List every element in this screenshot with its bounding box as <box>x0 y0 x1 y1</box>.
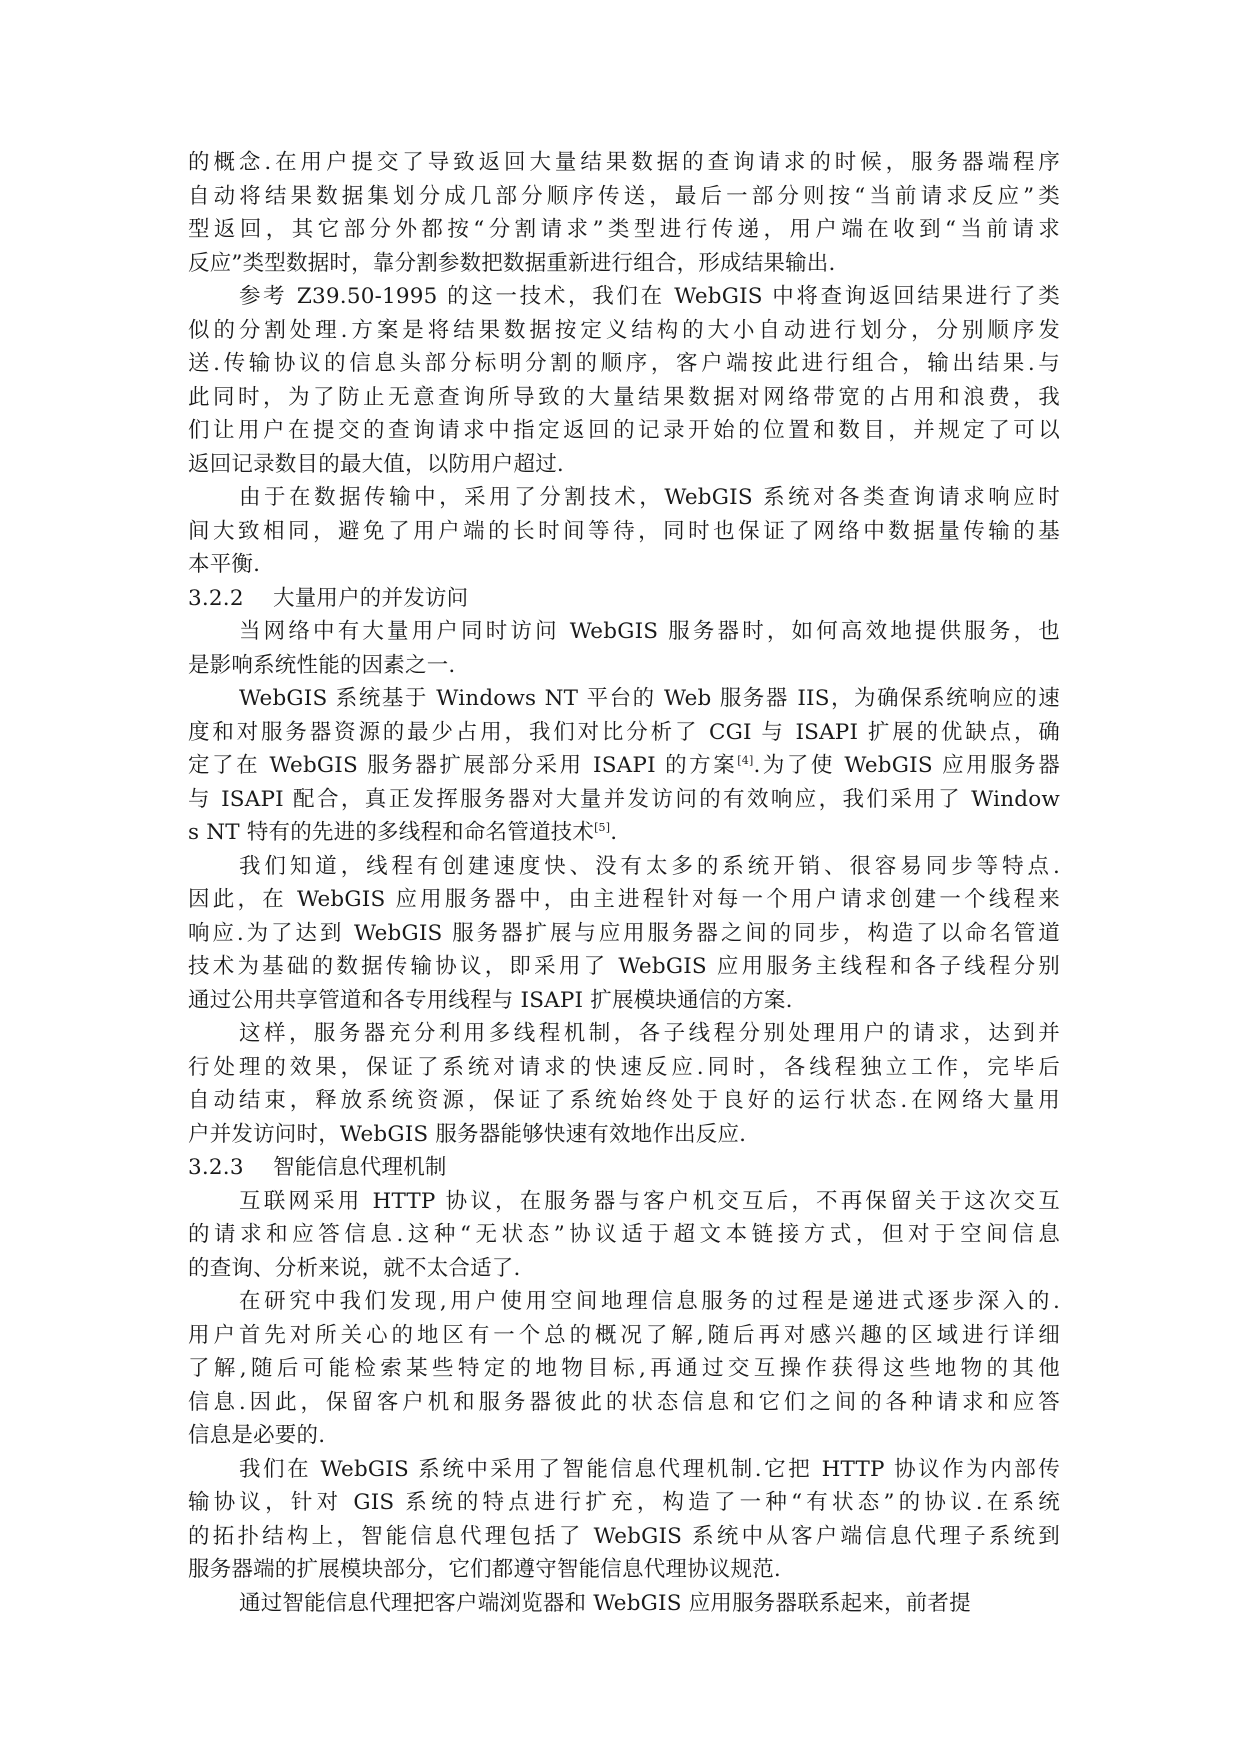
line-text: 户并发访问时，WebGIS 服务器能够快速有效地作出反应. <box>188 1121 747 1147</box>
text-line <box>188 783 1060 817</box>
line-text-after-citation: .为了使 WebGIS 应用服务器 <box>753 753 1060 778</box>
text-line <box>188 649 1060 683</box>
text-line <box>188 816 1060 850</box>
line-text: 此同时，为了防止无意查询所导致的大量结果数据对网络带宽的占用和浪费，我 <box>188 384 1060 410</box>
paragraph <box>188 1017 1060 1151</box>
text-line <box>188 448 1060 482</box>
paragraph <box>188 481 1060 582</box>
text-line <box>188 1285 1060 1319</box>
paragraph <box>188 1285 1060 1453</box>
text-line <box>188 1419 1060 1453</box>
text-line <box>188 716 1060 750</box>
text-line <box>188 1218 1060 1252</box>
citation-ref[interactable]: [4] <box>737 753 754 767</box>
line-text: 返回记录数目的最大值，以防用户超过. <box>188 451 564 477</box>
line-text: 行处理的效果，保证了系统对请求的快速反应.同时，各线程独立工作，完毕后 <box>188 1054 1060 1080</box>
line-text: 通过公用共享管道和各专用线程与 ISAPI 扩展模块通信的方案. <box>188 987 793 1013</box>
text-line <box>188 414 1060 448</box>
line-text: 的概念.在用户提交了导致返回大量结果数据的查询请求的时候，服务器端程序 <box>188 150 1060 175</box>
line-text-after-citation: . <box>610 820 618 845</box>
text-line <box>188 1319 1060 1353</box>
text-line <box>188 548 1060 582</box>
text-line <box>188 247 1060 281</box>
line-text: 信息是必要的. <box>188 1423 326 1448</box>
line-text: WebGIS 系统基于 Windows NT 平台的 Web 服务器 IIS，为确保系统响应的速 <box>239 686 1060 711</box>
line-text: 自动结束，释放系统资源，保证了系统始终处于良好的运行状态.在网络大量用 <box>188 1088 1060 1113</box>
line-text: 我们在 WebGIS 系统中采用了智能信息代理机制.它把 HTTP 协议作为内部传 <box>239 1456 1060 1482</box>
line-text: s NT 特有的先进的多线程和命名管道技术 <box>188 820 595 845</box>
line-text: 输协议，针对 GIS 系统的特点进行扩充，构造了一种“有状态”的协议.在系统 <box>188 1490 1060 1515</box>
line-text: 这样，服务器充分利用多线程机制，各子线程分别处理用户的请求，达到并 <box>239 1021 1060 1046</box>
line-text: 与 ISAPI 配合，真正发挥服务器对大量并发访问的有效响应，我们采用了 Window <box>188 786 1060 812</box>
paragraph <box>188 1185 1060 1286</box>
text-line <box>188 917 1060 951</box>
text-line <box>188 1486 1060 1520</box>
text-line <box>188 615 1060 649</box>
text-line <box>188 1453 1060 1487</box>
text-line <box>188 1553 1060 1587</box>
line-text: 反应”类型数据时，靠分割参数把数据重新进行组合，形成结果输出. <box>188 250 836 276</box>
text-line <box>188 1084 1060 1118</box>
text-line <box>188 280 1060 314</box>
line-text: 互联网采用 HTTP 协议，在服务器与客户机交互后，不再保留关于这次交互 <box>239 1188 1060 1214</box>
paragraph <box>188 146 1060 280</box>
line-text: 在研究中我们发现,用户使用空间地理信息服务的过程是递进式逐步深入的. <box>239 1289 1060 1314</box>
line-text: 们让用户在提交的查询请求中指定返回的记录开始的位置和数目，并规定了可以 <box>188 418 1060 443</box>
line-text: 了解,随后可能检索某些特定的地物目标,再通过交互操作获得这些地物的其他 <box>188 1356 1060 1381</box>
section-title: 智能信息代理机制 <box>273 1155 447 1180</box>
section-number: 3.2.2 <box>188 585 244 611</box>
paragraph <box>188 850 1060 1018</box>
line-text: 用户首先对所关心的地区有一个总的概况了解,随后再对感兴趣的区域进行详细 <box>188 1322 1060 1348</box>
text-line <box>188 850 1060 884</box>
paragraph <box>188 682 1060 850</box>
text-line <box>188 1587 1060 1621</box>
text-line <box>188 515 1060 549</box>
line-text: 因此，在 WebGIS 应用服务器中，由主进程针对每一个用户请求创建一个线程来 <box>188 887 1060 912</box>
citation-ref[interactable]: [5] <box>594 820 611 834</box>
line-text: 似的分割处理.方案是将结果数据按定义结构的大小自动进行划分，分别顺序发 <box>188 317 1060 343</box>
line-text: 的查询、分析来说，就不太合适了. <box>188 1255 521 1281</box>
paragraph <box>188 1453 1060 1587</box>
section-number: 3.2.3 <box>188 1155 244 1180</box>
section-heading <box>188 1151 1060 1185</box>
text-line <box>188 146 1060 180</box>
text-line <box>188 749 1060 783</box>
text-line <box>188 1017 1060 1051</box>
line-text: 通过智能信息代理把客户端浏览器和 WebGIS 应用服务器联系起来，前者提 <box>239 1590 971 1616</box>
section-title: 大量用户的并发访问 <box>273 585 469 611</box>
text-line <box>188 213 1060 247</box>
text-line <box>188 1252 1060 1286</box>
line-text: 是影响系统性能的因素之一. <box>188 652 456 678</box>
line-text: 的拓扑结构上，智能信息代理包括了 WebGIS 系统中从客户端信息代理子系统到 <box>188 1523 1060 1549</box>
line-text: 本平衡. <box>188 552 261 577</box>
text-line <box>188 984 1060 1018</box>
line-text: 服务器端的扩展模块部分，它们都遵守智能信息代理协议规范. <box>188 1557 781 1582</box>
text-line <box>188 1118 1060 1152</box>
line-text: 响应.为了达到 WebGIS 服务器扩展与应用服务器之间的同步，构造了以命名管道 <box>188 920 1060 946</box>
line-text: 间大致相同，避免了用户端的长时间等待，同时也保证了网络中数据量传输的基 <box>188 518 1060 544</box>
line-text: 送.传输协议的信息头部分标明分割的顺序，客户端按此进行组合，输出结果.与 <box>188 351 1060 376</box>
document-page <box>188 146 1060 1620</box>
line-text: 参考 Z39.50-1995 的这一技术，我们在 WebGIS 中将查询返回结果进行了类 <box>239 284 1060 309</box>
text-line <box>188 682 1060 716</box>
line-text: 由于在数据传输中，采用了分割技术，WebGIS 系统对各类查询请求响应时 <box>239 485 1060 510</box>
line-text: 自动将结果数据集划分成几部分顺序传送，最后一部分则按“当前请求反应”类 <box>188 183 1060 209</box>
text-line <box>188 950 1060 984</box>
line-text: 定了在 WebGIS 服务器扩展部分采用 ISAPI 的方案 <box>188 753 738 778</box>
text-line <box>188 1185 1060 1219</box>
line-text: 的请求和应答信息.这种“无状态”协议适于超文本链接方式，但对于空间信息 <box>188 1222 1060 1247</box>
text-line <box>188 481 1060 515</box>
line-text: 我们知道，线程有创建速度快、没有太多的系统开销、很容易同步等特点. <box>239 853 1060 879</box>
paragraph <box>188 280 1060 481</box>
text-line <box>188 314 1060 348</box>
text-line <box>188 1520 1060 1554</box>
line-text: 技术为基础的数据传输协议，即采用了 WebGIS 应用服务主线程和各子线程分别 <box>188 954 1060 979</box>
text-line <box>188 1386 1060 1420</box>
text-line <box>188 883 1060 917</box>
text-line <box>188 1352 1060 1386</box>
text-line <box>188 1051 1060 1085</box>
line-text: 型返回，其它部分外都按“分割请求”类型进行传递，用户端在收到“当前请求 <box>188 217 1060 242</box>
text-line <box>188 180 1060 214</box>
line-text: 度和对服务器资源的最少占用，我们对比分析了 CGI 与 ISAPI 扩展的优缺点，确 <box>188 719 1060 745</box>
line-text: 信息.因此，保留客户机和服务器彼此的状态信息和它们之间的各种请求和应答 <box>188 1389 1060 1415</box>
text-line <box>188 381 1060 415</box>
paragraph <box>188 615 1060 682</box>
section-heading <box>188 582 1060 616</box>
text-line <box>188 347 1060 381</box>
paragraph <box>188 1587 1060 1621</box>
line-text: 当网络中有大量用户同时访问 WebGIS 服务器时，如何高效地提供服务，也 <box>239 619 1060 644</box>
